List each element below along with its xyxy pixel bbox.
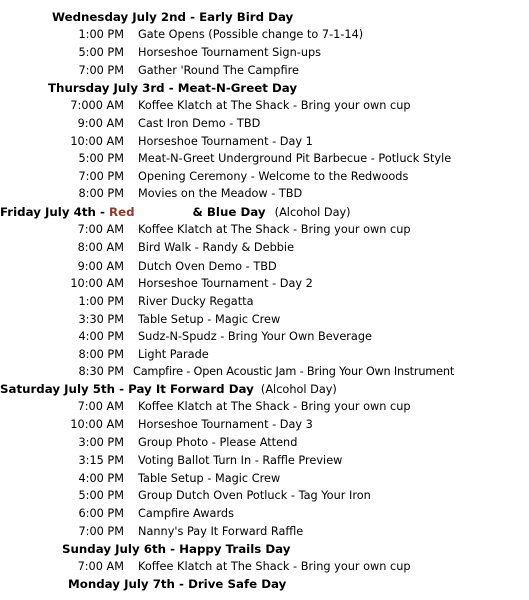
day-heading-wednesday: Wednesday July 2nd - Early Bird Day: [52, 10, 294, 24]
day-heading-thursday: Thursday July 3rd - Meat-N-Greet Day: [48, 81, 298, 95]
day-heading-sunday: Sunday July 6th - Happy Trails Day: [62, 542, 291, 556]
day-heading-saturday: Saturday July 5th - Pay It Forward Day (Alcohol Day): [0, 382, 337, 396]
day-heading-friday: Friday July 4th - Red & Blue Day (Alcohol Day): [0, 205, 351, 219]
red-word: Red: [109, 205, 135, 219]
day-heading-monday: Monday July 7th - Drive Safe Day: [68, 577, 287, 591]
